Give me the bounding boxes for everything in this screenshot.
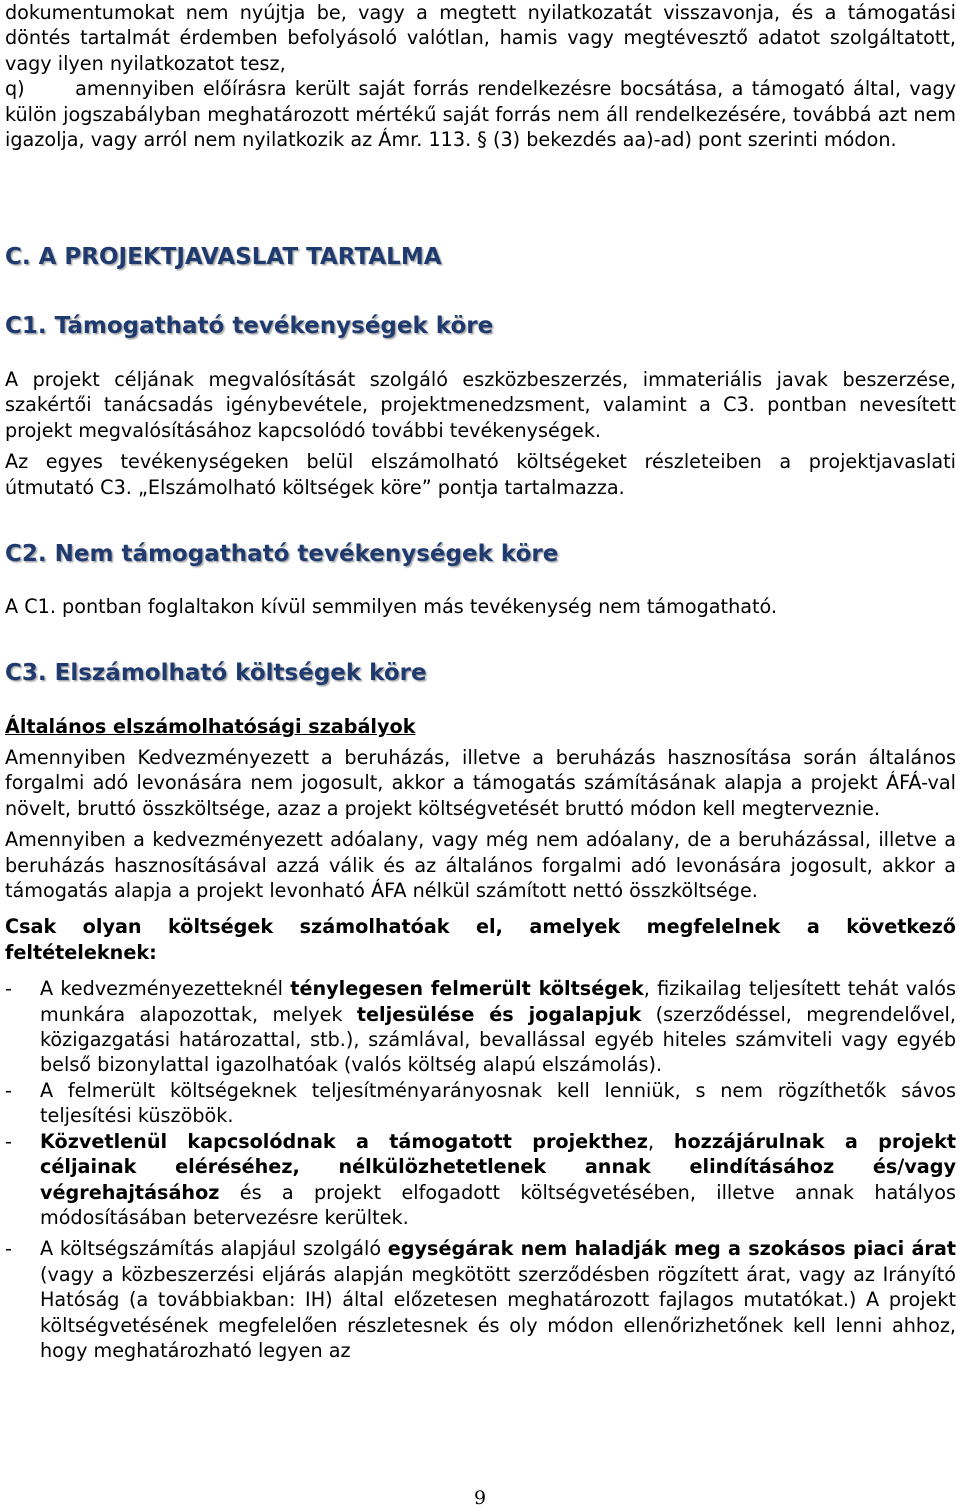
list-dash: - xyxy=(5,1129,12,1153)
conditions-list xyxy=(5,976,956,1363)
section-title-c1: C1. Támogatható tevékenységek köre xyxy=(5,313,494,339)
c1-paragraph-2: Az egyes tevékenységeken belül elszámolható költségeket részleteiben a projektjavaslati útmutató C3. „Elszámolható költségek köre” pontja tartalmazza. xyxy=(5,450,956,499)
section-c3-heading xyxy=(5,659,427,687)
list-item: - A kedvezményezetteknél ténylegesen felmerült költségek, fizikailag teljesített tehát valós munkára alapozottak, melyek teljesülése és jogalapjuk (szerződéssel, megrendelővel, közigazgatási határozattal, stb.), számlával, bevallással egyéb hiteles számviteli vagy egyéb belső bizonylattal igazolhatóak (valós költség alapú elszámolás). xyxy=(5,977,956,1077)
section-c1-body xyxy=(5,367,956,500)
list-item: - A költségszámítás alapjául szolgáló egységárak nem haladják meg a szokásos piaci árat (vagy a közbeszerzési eljárás alapján megkötött szerződésben rögzített árat, vagy az Irányító Hatóság (a továbbiakban: IH) által előzetesen meghatározott fajlagos mutatókat.) A projekt költségvetésének megfelelően részletesnek és oly módon ellenőrizhetőnek kell lenni ahhoz, hogy meghatározható legyen az xyxy=(5,1237,956,1362)
intro-item-q xyxy=(5,76,956,152)
intro-block xyxy=(5,0,956,152)
section-title-c2: C2. Nem támogatható tevékenységek köre xyxy=(5,541,559,567)
section-c2-body xyxy=(5,594,956,619)
list-dash: - xyxy=(5,977,12,1001)
c1-paragraph-1: A projekt céljának megvalósítását szolgáló eszközbeszerzés, immateriális javak beszerzése, szakértői tanácsadás igénybevétele, projektmenedzsment, valamint a C3. pontban nevesített projekt megvalósításához kapcsolódó további tevékenységek. xyxy=(5,368,956,442)
c3-paragraph-2: Amennyiben a kedvezményezett adóalany, vagy még nem adóalany, de a beruházással, illetve a beruházás hasznosításával azzá válik és az általános forgalmi adó levonására jogosult, akkor a támogatás alapja a projekt levonható ÁFA nélkül számított nettó összköltsége. xyxy=(5,828,956,903)
page-number: 9 xyxy=(473,1487,487,1509)
section-c1-heading xyxy=(5,312,493,340)
intro-paragraph: dokumentumokat nem nyújtja be, vagy a megtett nyilatkozatát visszavonja, és a támogatási döntés tartalmát érdemben befolyásoló valótlan, hamis vagy megtévesztő adatot szolgáltatott, vagy ilyen nyilatkozatot tesz, xyxy=(5,1,956,75)
c3-subtitle: Általános elszámolhatósági szabályok xyxy=(5,715,416,738)
section-title-c3: C3. Elszámolható költségek köre xyxy=(5,660,427,686)
item-label-q: q) xyxy=(5,77,25,101)
c2-paragraph-1: A C1. pontban foglaltakon kívül semmilyen más tevékenység nem támogatható. xyxy=(5,595,778,618)
list-dash: - xyxy=(5,1237,12,1261)
list-item: - Közvetlenül kapcsolódnak a támogatott projekthez, hozzájárulnak a projekt céljainak eléréséhez, nélkülözhetetlenek annak elindításához és/vagy végrehajtásához és a projekt elfogadott költségvetésében, illetve annak hatályos módosításában betervezésre kerültek. xyxy=(5,1129,957,1229)
c3-conditions-lead: Csak olyan költségek számolhatóak el, amelyek megfelelnek a következő feltételeknek: xyxy=(5,915,956,964)
section-c-heading xyxy=(5,243,442,271)
list-dash: - xyxy=(5,1078,12,1102)
c3-paragraph-1: Amennyiben Kedvezményezett a beruházás, illetve a beruházás hasznosítása során általános forgalmi adó levonására nem jogosult, akkor a támogatás számításának alapja a projekt ÁFÁ-val növelt, bruttó összköltsége, azaz a projekt költségvetését bruttó módon kell megterveznie. xyxy=(5,746,956,820)
section-c3-body xyxy=(5,714,956,1363)
section-c2-heading xyxy=(5,540,558,568)
list-item: - A felmerült költségeknek teljesítményarányosnak kell lenniük, s nem rögzíthetők sávos teljesítési küszöbök. xyxy=(5,1078,956,1128)
section-title-c: C. A PROJEKTJAVASLAT TARTALMA xyxy=(5,244,442,270)
item-text-q: amennyiben előírásra került saját forrás rendelkezésre bocsátása, a támogató által, vagy külön jogszabályban meghatározott mértékű saját forrás nem áll rendelkezésére, továbbá azt nem igazolja, vagy arról nem nyilatkozik az Ámr. 113. § (3) bekezdés aa)-ad) pont szerinti módon. xyxy=(5,77,956,152)
